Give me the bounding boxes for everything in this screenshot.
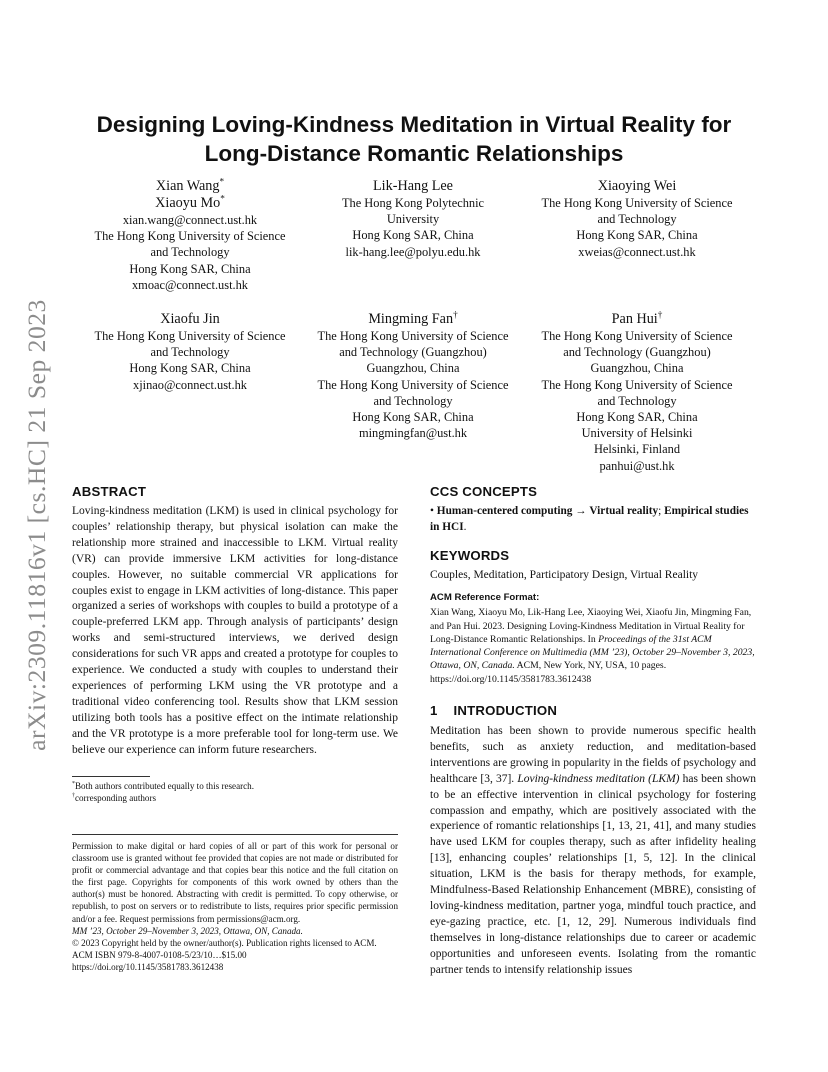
author-block-hui [517,311,757,474]
introduction-text [430,724,756,979]
author-affiliation: and Technology [597,212,677,227]
author-name: Xian Wang [155,178,220,194]
corresponding-author-mark: † [453,309,458,320]
author-block-wang-mo [70,178,310,293]
author-affiliation: University of Helsinki [581,426,693,441]
author-name: Xiaoyu Mo [155,195,221,211]
ccs-concept: Empirical studies in HCI [430,505,749,533]
ccs-text [430,504,756,536]
section-number: 1 [430,703,438,718]
corresponding-author-mark: † [657,309,663,320]
author-affiliation: and Technology [150,345,230,360]
isbn-line: ACM ISBN 979-8-4007-0108-5/23/10…$15.00 [72,949,247,960]
author-name: Mingming Fan [368,311,454,327]
paper-title [60,110,768,168]
author-block-fan [293,311,533,441]
author-affiliation: and Technology [373,393,453,408]
author-location: Hong Kong SAR, China [352,410,474,425]
author-location: Hong Kong SAR, China [576,410,698,425]
intro-text: Meditation has been shown to provide numerous specific health benefits, such as anxiety reduction, and meditation-based interventions are growing in popularity in the fields of psychology and healthcare [3, 37]. [430,725,756,785]
ccs-concept: Virtual reality [589,505,659,517]
author-name: Xiaofu Jin [160,311,220,327]
author-affiliation: The Hong Kong University of Science [317,377,509,392]
author-location: Hong Kong SAR, China [576,228,698,243]
author-affiliation: The Hong Kong University of Science [541,196,733,210]
arxiv-sidebar [22,290,52,760]
introduction-section [430,703,756,979]
author-email: mingmingfan@ust.hk [358,426,468,441]
reference-proceedings: Proceedings of the 31st ACM International Conference on Multimedia (MM ’23), October 29–November 3, 2023, Ottawa, ON, Canada. [430,633,755,672]
author-affiliation: The Hong Kong University of Science [317,329,509,343]
ccs-heading: CCS CONCEPTS [430,484,538,499]
author-location: Guangzhou, China [590,361,684,376]
ccs-arrow: → [575,505,587,517]
author-affiliation: and Technology (Guangzhou) [339,345,487,360]
arxiv-identifier: arXiv:2309.11816v1 [cs.HC] 21 Sep 2023 [22,299,51,751]
footnote-mark: † [72,793,75,800]
equal-contribution-mark: * [219,176,225,187]
footnote-mark: * [72,780,75,787]
author-affiliation: and Technology (Guangzhou) [563,345,711,360]
keywords-text: Couples, Meditation, Participatory Design, Virtual Reality [430,569,699,581]
introduction-heading: INTRODUCTION [453,703,558,718]
acm-reference-heading: ACM Reference Format: [430,592,540,603]
footnote-corresponding: corresponding authors [74,793,157,804]
author-location: Helsinki, Finland [593,442,681,457]
author-affiliation: University [386,212,440,227]
author-name: Xiaoying Wei [597,178,677,194]
author-affiliation: and Technology [150,245,230,260]
reference-text: ACM, New York, NY, USA, 10 pages. https://doi.org/10.1145/3581783.3612438 [430,660,667,685]
author-block-wei [517,178,757,260]
author-affiliation: The Hong Kong University of Science [541,329,733,343]
author-email: xmoac@connect.ust.hk [131,277,248,292]
equal-contribution-mark: * [220,193,225,204]
acm-reference-text [430,606,756,686]
intro-emphasis: Loving-kindness meditation (LKM) [517,772,680,785]
author-block-lee [293,178,533,260]
author-location: Hong Kong SAR, China [129,261,251,276]
footnote-equal-contribution: Both authors contributed equally to this research. [74,781,255,791]
abstract-text: Loving-kindness meditation (LKM) is used in clinical psychology for couples’ relationship therapy, but physical isolation can make the relationship more strained and inaccessible to LKM. Virtual reality (VR) can provide immersive LKM activities for long-distance couples. However, no suitable commercial VR applications for couples exist to engage in LKM activities of long-distance. This paper organized a series of workshops with couples to build a prototype of a couple-preferred LKM app. Through analysis of participants’ design works and semi-structured interviews, we derived design considerations for such VR apps and created a prototype for couples to experience. We conducted a study with couples to understand their experiences of performing LKM using the VR prototype and a traditional video conferencing tool. Results show that LKM session utilizing both tools has a positive effect on the intimate relationship and the VR prototype is a more preferable tool for long-term use. We believe our experience can inform future researchers. [72,505,398,756]
author-location: Guangzhou, China [366,361,460,376]
permission-text: Permission to make digital or hard copies of all or part of this work for personal or classroom use is granted without fee provided that copies are not made or distributed for profit or commercial advantage and that copies bear this notice and the full citation on the first page. Copyrights for components of this work owned by others than the author(s) must be honored. Abstracting with credit is permitted. To copy otherwise, or republish, to post on servers or to redistribute to lists, requires prior specific permission and/or a fee. Request permissions from permissions@acm.org. [72,841,398,924]
title-line-2: Long-Distance Romantic Relationships [204,141,624,166]
author-affiliation: The Hong Kong University of Science [94,329,286,343]
copyright-line: © 2023 Copyright held by the owner/author(s). Publication rights licensed to ACM. [72,937,377,948]
author-affiliation: and Technology [597,393,677,408]
acm-reference-section [430,591,756,686]
ccs-separator: ; [658,505,665,517]
keywords-section [430,548,756,584]
author-name: Pan Hui [611,311,658,327]
keywords-heading: KEYWORDS [430,548,510,563]
author-location: Hong Kong SAR, China [129,361,251,376]
author-block-jin [70,311,310,393]
author-affiliation: The Hong Kong University of Science [541,377,733,392]
doi-link[interactable]: https://doi.org/10.1145/3581783.3612438 [72,961,224,972]
intro-text: has been shown to be an effective intervention in clinical psychology for fostering compassion and empathy, which are positively associated with the experience of romantic relationships [1, 13, 21, 41], and many studies have used LKM for couples therapy, such as after infidelity healing [13], enhancing couples’ relationships [1, 5, 12]. In the clinical situation, LKM is the basis for therapy methods, for example, Mindfulness-Based Relationship Enhancement (MBRE), consisting of loving-kindness meditation, partner yoga, mindful touch practice, and eye-gazing practice, etc. [1, 12, 29]. Numerous individuals find themselves in long-distance relationships due to career or academic opportunities and unforeseen events. Isolating from the romantic partner tends to intensify relationship issues [430,772,756,976]
ccs-concept: Human-centered computing [436,505,573,517]
author-email: panhui@ust.hk [599,458,675,473]
reference-text: Xian Wang, Xiaoyu Mo, Lik-Hang Lee, Xiaoying Wei, Xiaofu Jin, Mingming Fan, and Pan Hui. 2023. Designing Loving-Kindness Meditation in Virtual Reality for Long-Distance Romantic Relationships. In [430,607,752,645]
abstract-section [72,484,398,759]
ccs-section [430,484,756,536]
ccs-end: . [463,520,467,533]
venue-line: MM ’23, October 29–November 3, 2023, Ottawa, ON, Canada. [72,925,303,936]
title-line-1: Designing Loving-Kindness Meditation in Virtual Reality for [96,112,732,137]
author-affiliation: The Hong Kong Polytechnic [341,196,485,210]
author-email: lik-hang.lee@polyu.edu.hk [345,244,481,259]
author-email: xjinao@connect.ust.hk [133,377,247,392]
permission-block [72,834,398,973]
author-name: Lik-Hang Lee [373,178,453,194]
author-email: xian.wang@connect.ust.hk [122,213,258,227]
ccs-bullet: • [430,505,434,517]
author-affiliation: The Hong Kong University of Science [94,229,286,244]
footnote-rule [72,776,150,777]
abstract-heading: ABSTRACT [72,484,147,499]
permission-rule [72,834,398,835]
footnotes [72,776,398,804]
author-email: xweias@connect.ust.hk [578,244,696,259]
author-location: Hong Kong SAR, China [352,228,474,243]
